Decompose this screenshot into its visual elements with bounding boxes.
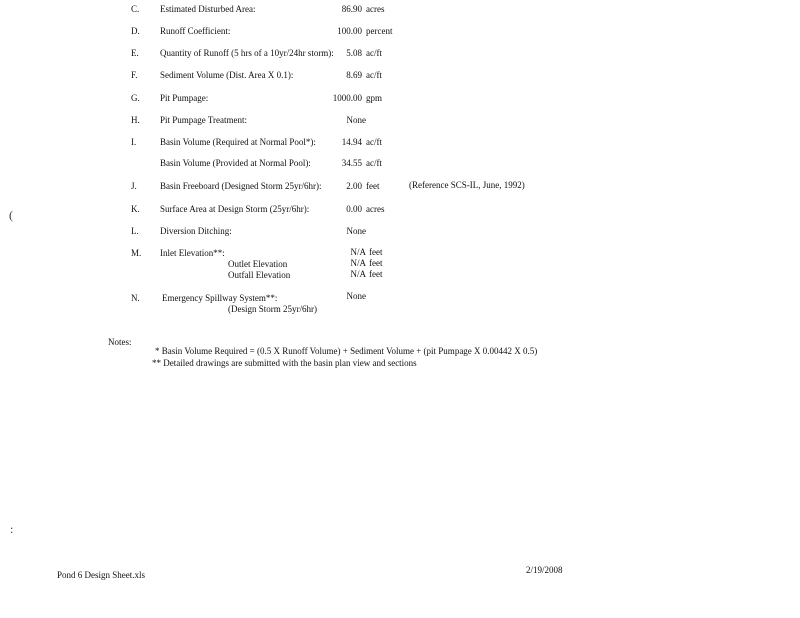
item-value: 8.69 [346, 70, 362, 80]
item-description: Pit Pumpage Treatment: [160, 115, 248, 125]
item-letter: I. [131, 137, 137, 147]
item-value: N/A [350, 258, 366, 268]
item-letter: C. [131, 4, 140, 14]
item-value: 5.08 [346, 48, 362, 58]
item-value: None [346, 115, 366, 125]
item-description: Quantity of Runoff (5 hrs of a 10yr/24hr storm): [160, 48, 334, 58]
item-letter: G. [131, 93, 140, 103]
item-unit: feet [369, 269, 383, 279]
notes-label: Notes: [108, 337, 132, 347]
item-description: Basin Volume (Provided at Normal Pool): [160, 158, 311, 168]
reference-note: (Reference SCS-IL, June, 1992) [409, 180, 525, 190]
item-value: 86.90 [341, 4, 362, 14]
item-letter: N. [131, 293, 140, 303]
item-value: 34.55 [341, 158, 362, 168]
item-value: 100.00 [337, 26, 362, 36]
item-description: Inlet Elevation**: [160, 248, 225, 258]
item-value: 1000.00 [332, 93, 362, 103]
item-description: Outfall Elevation [228, 270, 291, 280]
item-description: Pit Pumpage: [160, 93, 209, 103]
item-description: Basin Volume (Required at Normal Pool*): [160, 137, 316, 147]
item-unit: feet [366, 181, 380, 191]
item-unit: percent [366, 26, 393, 36]
item-unit: acres [366, 204, 385, 214]
item-letter: J. [131, 181, 137, 191]
item-unit: acres [366, 4, 385, 14]
item-letter: D. [131, 26, 140, 36]
item-description: Runoff Coefficient: [160, 26, 231, 36]
item-value: None [346, 291, 366, 301]
item-letter: L. [131, 226, 139, 236]
item-value: 0.00 [346, 204, 362, 214]
item-unit: ac/ft [366, 158, 382, 168]
item-unit: feet [369, 247, 383, 257]
item-description: Basin Freeboard (Designed Storm 25yr/6hr): [160, 181, 322, 191]
scan-artifact: ( [9, 208, 13, 222]
item-value: N/A [350, 247, 366, 257]
item-description: Surface Area at Design Storm (25yr/6hr): [160, 204, 310, 214]
item-unit: gpm [366, 93, 383, 103]
item-letter: E. [131, 48, 139, 58]
footer-date: 2/19/2008 [526, 565, 563, 575]
item-description: (Design Storm 25yr/6hr) [228, 304, 317, 314]
item-description: Outlet Elevation [228, 259, 288, 269]
item-description: Estimated Disturbed Area: [160, 4, 256, 14]
item-unit: feet [369, 258, 383, 268]
item-unit: ac/ft [366, 137, 382, 147]
item-value: N/A [350, 269, 366, 279]
item-letter: H. [131, 115, 140, 125]
item-description: Sediment Volume (Dist. Area X 0.1): [160, 70, 294, 80]
footer-filename: Pond 6 Design Sheet.xls [57, 570, 146, 580]
item-description: Diversion Ditching: [160, 226, 232, 236]
item-unit: ac/ft [366, 48, 382, 58]
item-value: None [346, 226, 366, 236]
item-letter: F. [131, 70, 138, 80]
item-letter: K. [131, 204, 140, 214]
scan-artifact: : [10, 522, 14, 536]
item-unit: ac/ft [366, 70, 382, 80]
note-line: ** Detailed drawings are submitted with the basin plan view and sections [152, 358, 417, 368]
item-description: Emergency Spillway System**: [162, 293, 278, 303]
note-line: * Basin Volume Required = (0.5 X Runoff Volume) + Sediment Volume + (pit Pumpage X 0.00442 X 0.5) [155, 346, 538, 356]
item-letter: M. [131, 248, 142, 258]
item-value: 14.94 [341, 137, 362, 147]
item-value: 2.00 [346, 181, 362, 191]
